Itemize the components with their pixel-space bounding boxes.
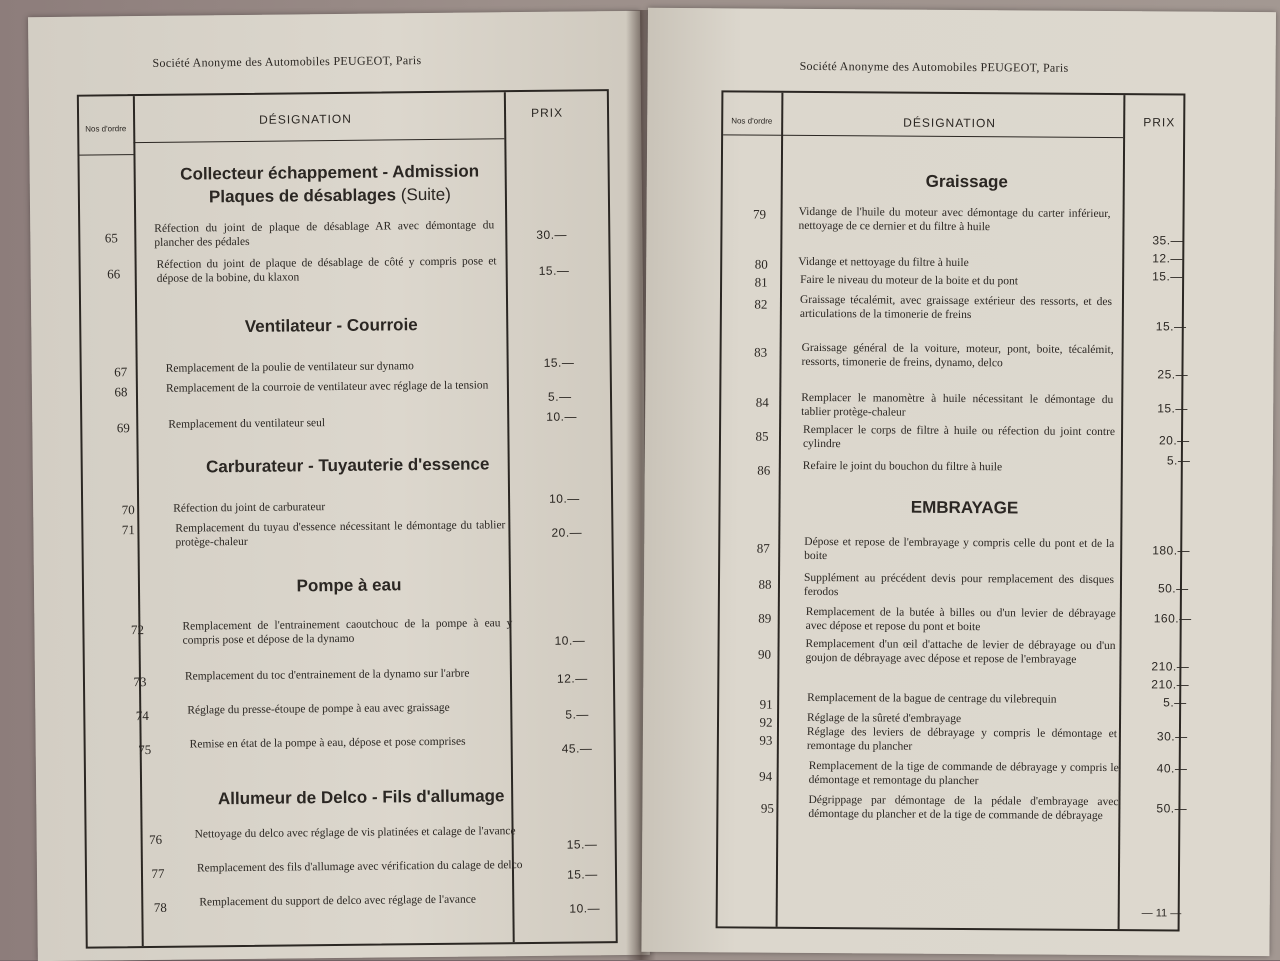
table-row: 90 Remplacement d'un œil d'attache de levier de débrayage ou d'un goujon de débrayage avec dépose et repose de l'embrayage 210.— 210.— (757, 637, 1190, 692)
col-price-header: PRIX (1143, 115, 1176, 130)
section-title: Carburateur - Tuyauterie d'essence (205, 454, 490, 477)
table-row: 77 Remplacement des fils d'allumage avec vérification du calage de delco 15.— (151, 859, 598, 882)
table-row: 91 Remplacement de la bague de centrage du vilebrequin 5.— (759, 691, 1187, 712)
col-designation-header: DÉSIGNATION (903, 115, 997, 131)
table-row: 85 Remplacer le corps de filtre à huile ou réfection du joint contre cylindre 20.— (755, 423, 1190, 451)
left-price-table (77, 89, 618, 949)
table-row: 95 Dégrippage par démontage de la pédale d'embrayage avec démontage du plancher et de la tige de commande de débrayage 50.— (760, 793, 1188, 823)
right-header: Société Anonyme des Automobiles PEUGEOT, Paris (799, 58, 1069, 75)
table-row: 79 Vidange de l'huile du moteur avec démontage du carter inférieur, nettoyage de ce dernier et du filtre à huile 35.— (753, 205, 1184, 248)
table-row: 75 Remise en état de la pompe à eau, dépose et pose comprises 45.— (138, 735, 593, 758)
table-row: 71 Remplacement du tuyau d'essence nécessitant le démontage du tablier protège-chaleur 20.— (121, 519, 583, 549)
table-row: 66 Réfection du joint de plaque de désablage de côté y compris pose et dépose de la bobine, du klaxon 15.— (107, 255, 570, 285)
table-row: 67 Remplacement de la poulie de ventilateur sur dynamo 15.— (114, 355, 575, 380)
right-page (641, 8, 1276, 956)
table-row: 78 Remplacement du support de delco avec réglage de l'avance 10.— (153, 893, 601, 916)
table-row: 83 Graissage général de la voiture, moteur, pont, boite, técalémit, ressorts, timonerie de freins, dynamo, delco 25.— (754, 341, 1189, 382)
table-row: 80 Vidange et nettoyage du filtre à huile 12.— (754, 251, 1184, 272)
table-row: 87 Dépose et repose de l'embrayage y compris celle du pont et de la boite 180.— (756, 535, 1191, 563)
table-row: 89 Remplacement de la butée à billes ou d'un levier de débrayage avec dépose et repose du pont et boite 160.— (758, 605, 1192, 634)
section-title: Pompe à eau (296, 575, 402, 596)
section-title: EMBRAYAGE (910, 497, 1019, 518)
table-row: 81 Faire le niveau du moteur de la boite et du pont 15.— (754, 269, 1183, 290)
table-row: 70 Réfection du joint de carburateur 10.— (121, 491, 580, 518)
table-row: 73 Remplacement du toc d'entrainement de la dynamo sur l'arbre 12.— (133, 667, 588, 690)
table-row: 74 Réglage du presse-étoupe de pompe à eau avec graissage 5.— (135, 701, 589, 724)
table-row: 92 Réglage de la sûreté d'embrayage (759, 711, 962, 730)
table-row: 65 Réfection du joint de plaque de désablage AR avec démontage du plancher des pédales 30.— (104, 219, 568, 249)
col-order-header: Nos d'ordre (731, 116, 773, 126)
table-row: 94 Remplacement de la tige de commande de débrayage y compris le démontage et remontage du plancher 40.— (759, 759, 1188, 788)
section-title: Allumeur de Delco - Fils d'allumage (217, 786, 505, 809)
left-header: Société Anonyme des Automobiles PEUGEOT, Paris (152, 53, 422, 70)
page-number: — 11 — (1141, 907, 1182, 920)
table-row: 82 Graissage técalémit, avec graissage extérieur des ressorts, et des articulations de la timonerie de freins 15.— (754, 293, 1187, 334)
table-row: 72 Remplacement de l'entrainement caoutchouc de la pompe à eau y compris pose et dépose de la dynamo 10.— (130, 617, 586, 648)
table-row: 84 Remplacer le manomètre à huile nécessitant le démontage du tablier protège-chaleur 15.— (755, 391, 1188, 419)
table-row: 68 Remplacement de la courroie de ventilateur avec réglage de la tension 5.— (114, 379, 572, 404)
table-row: 88 Supplément au précédent devis pour remplacement des disques ferodos 50.— (758, 571, 1189, 599)
section-title: Ventilateur - Courroie (244, 315, 418, 336)
col-designation-header: DÉSIGNATION (259, 111, 352, 127)
table-row: 76 Nettoyage du delco avec réglage de vis platinées et calage de l'avance 15.— (149, 825, 598, 852)
left-page (28, 11, 650, 961)
col-order-header: Nos d'ordre (85, 124, 127, 134)
table-row: 86 Refaire le joint du bouchon du filtre à huile 5.— (757, 453, 1191, 478)
table-row: 69 Remplacement du ventilateur seul 10.— (116, 409, 577, 436)
col-price-header: PRIX (530, 105, 564, 120)
section-title: Graissage (925, 171, 1008, 192)
table-row: 93 Réglage des leviers de débrayage y compris le démontage et remontage du plancher 30.— (759, 725, 1188, 753)
section-title: Collecteur échappement - Admission Plaques de désablages (Suite) (180, 161, 480, 207)
